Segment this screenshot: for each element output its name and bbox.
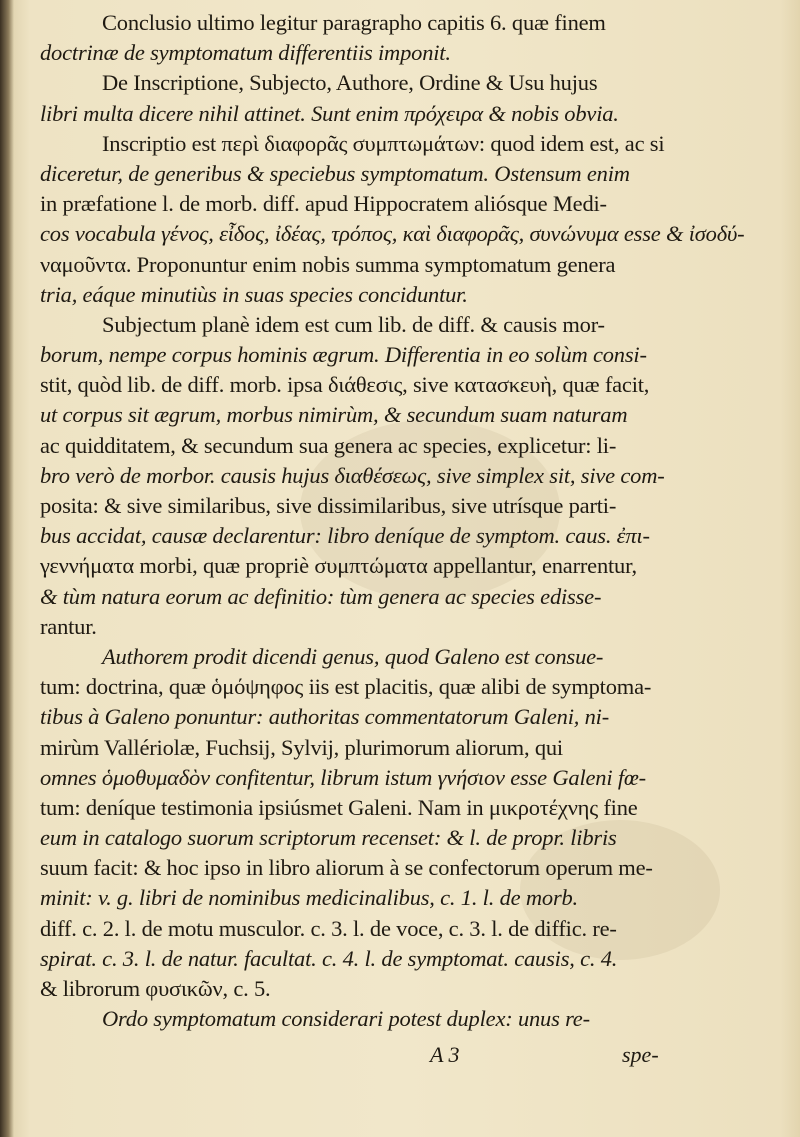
text-line: ac quidditatem, & secundum sua genera ac species, explicetur: li- [40,432,617,458]
text-line: rantur. [40,613,97,639]
text-line: Subjectum planè idem est cum lib. de diff. & causis mor- [102,311,605,337]
text-line: ναμοῦντα. Proponuntur enim nobis summa symptomatum genera [40,251,616,277]
text-line: mirùm Vallériolæ, Fuchsij, Sylvij, plurimorum aliorum, qui [40,734,563,760]
text-line: Ordo symptomatum considerari potest duplex: unus re- [102,1006,590,1032]
text-line: stit, quòd lib. de diff. morb. ipsa διάθεσις, sive κατασκευὴ, quæ facit, [40,372,650,398]
text-line: bus accidat, causæ declarentur: libro deníque de symptom. caus. ἐπι- [40,523,650,549]
text-line: γεννήματα morbi, quæ propriè συμπτώματα appellantur, enarrentur, [40,553,637,579]
text-line: tria, eáque minutiùs in suas species conciduntur. [40,281,468,307]
text-line: minit: v. g. libri de nominibus medicinalibus, c. 1. l. de morb. [40,885,578,911]
text-line: De Inscriptione, Subjecto, Authore, Ordine & Usu hujus [102,70,598,96]
text-line: Authorem prodit dicendi genus, quod Galeno est consue- [102,643,604,669]
catchword: spe- [622,1042,659,1067]
text-line: cos vocabula γένος, εἶδος, ἰδέας, τρόπος, καὶ διαφορᾶς, συνώνυμα esse & ἰσοδύ- [40,221,745,247]
text-line: suum facit: & hoc ipso in libro aliorum à se confectorum operum me- [40,855,653,881]
signature-mark: A 3 [430,1042,460,1067]
text-line: spirat. c. 3. l. de natur. facultat. c. 4. l. de symptomat. causis, c. 4. [40,945,618,971]
text-line: libri multa dicere nihil attinet. Sunt enim πρόχειρα & nobis obvia. [40,100,619,126]
page-footer [0,1042,800,1076]
text-line: doctrinæ de symptomatum differentiis imponit. [40,40,451,66]
text-line: & tùm natura eorum ac definitio: tùm genera ac species edisse- [40,583,602,609]
text-line: eum in catalogo suorum scriptorum recenset: & l. de propr. libris [40,825,617,851]
text-line: Conclusio ultimo legitur paragrapho capitis 6. quæ finem [102,10,606,35]
text-line: posita: & sive similaribus, sive dissimilaribus, sive utrísque parti- [40,493,617,518]
text-line: & librorum φυσικῶν, c. 5. [40,976,271,1001]
text-line: Inscriptio est περὶ διαφορᾶς συμπτωμάτων: quod idem est, ac si [102,130,665,156]
text-line: bro verò de morbor. causis hujus διαθέσεως, sive simplex sit, sive com- [40,462,665,488]
text-line: diff. c. 2. l. de motu musculor. c. 3. l. de voce, c. 3. l. de diffic. re- [40,915,617,941]
text-line: omnes ὁμοθυμαδὸν confitentur, librum istum γνήσιον esse Galeni fœ- [40,764,646,790]
text-line: diceretur, de generibus & speciebus symptomatum. Ostensum enim [40,160,630,186]
text-line: borum, nempe corpus hominis ægrum. Differentia in eo solùm consi- [40,342,647,368]
text-line: tibus à Galeno ponuntur: authoritas commentatorum Galeni, ni- [40,704,610,730]
text-line: tum: doctrina, quæ ὁμόψηφος iis est placitis, quæ alibi de symptoma- [40,674,652,700]
page-text [40,8,785,1034]
text-line: tum: deníque testimonia ipsiúsmet Galeni. Nam in μικροτέχνης fine [40,794,638,820]
text-line: in præfatione l. de morb. diff. apud Hippocratem aliósque Medi- [40,191,607,217]
binding-gutter [0,0,14,1137]
text-line: ut corpus sit ægrum, morbus nimirùm, & secundum suam naturam [40,402,628,428]
